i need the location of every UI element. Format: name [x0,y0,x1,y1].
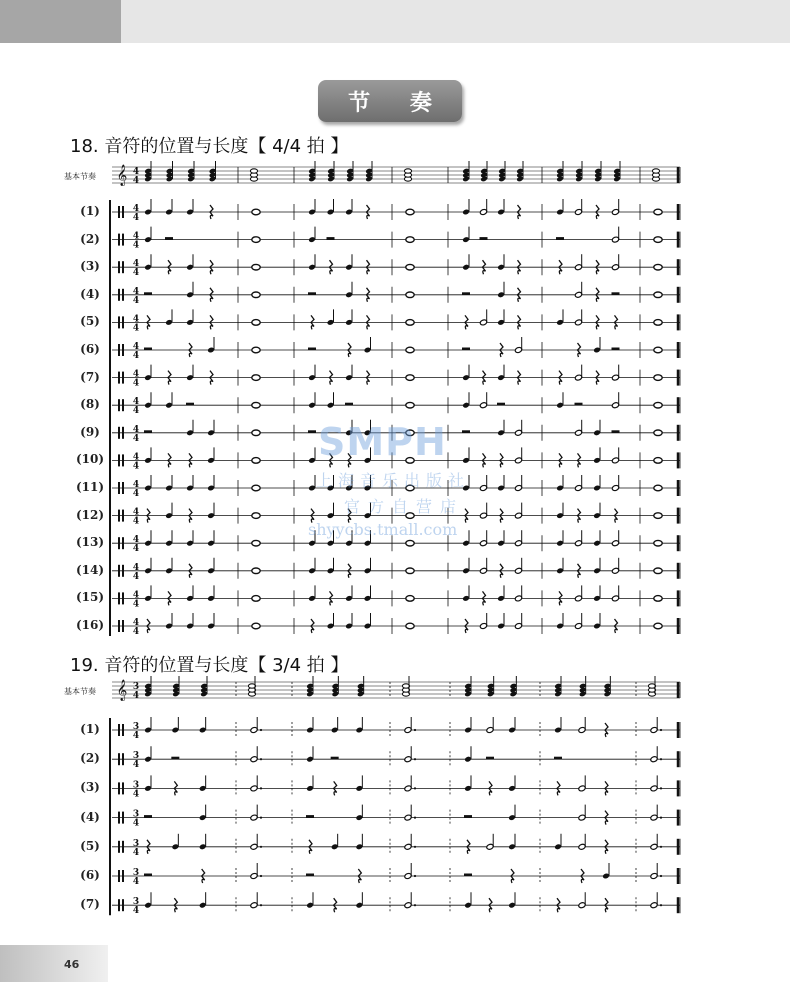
row-label: (13) [75,535,105,550]
whole-note [252,596,260,602]
watermark-url: shyycbs.tmall.com [308,520,458,539]
whole-note [406,430,414,436]
time-signature-bottom: 4 [132,818,140,829]
whole-note [252,568,260,574]
percussion-clef [122,724,124,736]
whole-note [252,458,260,464]
whole-note [252,209,260,215]
time-signature-bottom: 4 [132,599,140,610]
percussion-clef [118,753,120,765]
row-label: (4) [80,286,100,301]
whole-note [252,485,260,491]
time-signature-bottom: 4 [132,906,140,917]
row-label: (8) [80,397,100,412]
percussion-clef [118,482,120,494]
row-label: (12) [75,507,105,522]
half-rest [144,348,152,351]
percussion-clef [118,454,120,466]
whole-note [406,237,414,243]
half-rest [308,292,316,295]
whole-note [252,237,260,243]
treble-clef: 𝄞 [116,680,128,701]
watermark-store: 官方自营店 [344,497,465,516]
whole-note [654,264,662,270]
page-number: 46 [64,958,80,971]
row-label: (6) [80,342,100,356]
half-rest [345,403,353,406]
time-signature-bottom: 4 [132,691,140,701]
percussion-clef [118,870,120,882]
dot [660,846,662,848]
time-signature-bottom: 4 [132,351,140,361]
half-rest [327,237,335,240]
row-label: (16) [75,618,105,632]
dot [660,787,662,789]
time-signature-bottom: 4 [132,877,140,887]
exercise-19-title: 19. 音符的位置与长度【 3/4 拍 】 [70,655,349,676]
time-signature-bottom: 4 [132,378,140,389]
half-rest [464,874,472,877]
chord-note [250,169,257,173]
whole-note [406,623,414,629]
whole-note [654,458,662,464]
half-rest [480,237,488,240]
percussion-clef [122,427,124,439]
row-label: (1) [80,722,100,736]
half-rest [462,292,470,295]
whole-note [654,568,662,574]
time-signature-bottom: 4 [132,571,140,582]
percussion-clef [118,234,120,246]
percussion-clef [122,753,124,765]
time-signature-bottom: 4 [132,760,140,771]
whole-note [252,264,260,270]
time-signature-bottom: 4 [132,295,140,306]
half-rest [612,430,620,433]
percussion-clef [118,812,120,824]
percussion-clef [122,565,124,577]
time-signature-bottom: 4 [132,176,140,186]
percussion-clef [122,537,124,549]
row-label: (14) [75,562,105,577]
whole-note [406,402,414,408]
whole-note [406,347,414,353]
dot [260,846,262,848]
time-signature-top: 4 [132,314,140,325]
whole-note [406,292,414,298]
percussion-clef [118,289,120,301]
percussion-clef [122,899,124,911]
row-label: (1) [80,204,100,218]
percussion-clef [118,206,120,218]
time-signature-top: 4 [132,231,140,242]
time-signature-top: 4 [132,535,140,546]
half-rest [144,292,152,295]
whole-note [406,320,414,326]
whole-note [654,540,662,546]
dot [660,729,662,731]
row-label: (3) [80,780,100,795]
exercise-18-reference-label: 基本节奏 [64,172,96,181]
whole-note [406,458,414,464]
chord-note [652,169,659,173]
time-signature-top: 4 [132,562,140,573]
whole-note [654,375,662,381]
exercise-19-reference-label: 基本节奏 [64,687,96,696]
half-rest [554,757,562,760]
whole-note [654,237,662,243]
half-rest [306,874,314,877]
section-title-badge: 节 奏 [318,80,462,122]
time-signature-top: 4 [132,452,140,463]
percussion-clef [118,261,120,273]
time-signature-bottom: 4 [132,240,140,251]
time-signature-bottom: 4 [132,461,140,472]
whole-note [406,264,414,270]
percussion-clef [122,316,124,328]
whole-note [654,485,662,491]
chord-note [404,169,411,173]
half-rest [144,430,152,433]
time-signature-top: 4 [132,342,140,352]
time-signature-bottom: 4 [132,406,140,417]
row-label: (4) [80,809,100,824]
watermark-logo: SMPH [318,420,447,464]
percussion-clef [122,482,124,494]
time-signature-bottom: 4 [132,516,140,527]
whole-note [252,513,260,519]
whole-note [252,623,260,629]
half-rest [331,757,339,760]
half-rest [486,757,494,760]
whole-note [406,485,414,491]
row-label: (9) [80,424,100,439]
time-signature-top: 4 [132,167,140,177]
percussion-clef [122,372,124,384]
percussion-clef [122,592,124,604]
dot [660,875,662,877]
dot [260,817,262,819]
time-signature-bottom: 4 [132,268,140,279]
percussion-clef [118,427,120,439]
time-signature-top: 3 [132,722,140,732]
time-signature-bottom: 4 [132,544,140,555]
half-rest [144,815,152,818]
row-label: (7) [80,897,100,912]
percussion-clef [122,620,124,632]
time-signature-bottom: 4 [132,213,140,223]
percussion-clef [118,899,120,911]
time-signature-top: 3 [132,682,140,692]
half-rest [171,757,179,760]
percussion-clef [122,782,124,794]
half-rest [308,430,316,433]
time-signature-top: 3 [132,897,140,908]
row-label: (2) [80,231,100,246]
dot [260,787,262,789]
percussion-clef [118,399,120,411]
percussion-clef [118,372,120,384]
whole-note [406,209,414,215]
dot [260,904,262,906]
time-signature-bottom: 4 [132,847,140,858]
half-rest [306,815,314,818]
footer-bar [0,945,108,982]
percussion-clef [118,592,120,604]
half-rest [308,348,316,351]
whole-note [252,347,260,353]
time-signature-top: 3 [132,751,140,762]
percussion-clef [122,289,124,301]
dot [414,729,416,731]
row-label: (6) [80,868,100,882]
dot [414,904,416,906]
percussion-clef [118,537,120,549]
time-signature-top: 3 [132,780,140,791]
row-label: (11) [75,480,105,494]
row-label: (5) [80,838,100,853]
whole-note [654,430,662,436]
percussion-clef [118,316,120,328]
whole-note [252,375,260,381]
time-signature-top: 3 [132,868,140,878]
time-signature-top: 4 [132,369,140,380]
whole-note [406,596,414,602]
time-signature-top: 4 [132,424,140,435]
percussion-clef [122,870,124,882]
time-signature-bottom: 4 [132,731,140,741]
half-rest [462,430,470,433]
whole-note [654,320,662,326]
time-signature-bottom: 4 [132,433,140,444]
percussion-clef [122,206,124,218]
half-rest [497,403,505,406]
percussion-clef [122,841,124,853]
dot [660,817,662,819]
half-rest [612,348,620,351]
whole-note [252,402,260,408]
half-rest [462,348,470,351]
time-signature-top: 4 [132,507,140,518]
whole-note [654,292,662,298]
row-label: (15) [75,590,105,605]
percussion-clef [118,724,120,736]
whole-note [252,540,260,546]
dot [260,875,262,877]
time-signature-bottom: 4 [132,323,140,334]
percussion-clef [118,510,120,522]
time-signature-bottom: 4 [132,489,140,499]
time-signature-top: 4 [132,259,140,270]
percussion-clef [122,344,124,356]
whole-note [654,596,662,602]
half-rest [186,403,194,406]
half-rest [556,237,564,240]
percussion-clef [122,454,124,466]
dot [414,875,416,877]
time-signature-top: 3 [132,809,140,820]
dot [660,904,662,906]
half-rest [612,292,620,295]
percussion-clef [122,399,124,411]
treble-clef: 𝄞 [116,165,128,186]
dot [414,817,416,819]
whole-note [654,623,662,629]
whole-note [406,568,414,574]
half-rest [575,403,583,406]
whole-note [252,430,260,436]
percussion-clef [118,344,120,356]
percussion-clef [118,841,120,853]
percussion-clef [122,812,124,824]
time-signature-top: 3 [132,838,140,849]
row-label: (5) [80,314,100,329]
row-label: (10) [75,452,105,467]
row-label: (7) [80,369,100,384]
dot [414,787,416,789]
time-signature-top: 4 [132,618,140,628]
percussion-clef [122,510,124,522]
dot [260,758,262,760]
dot [414,846,416,848]
whole-note [406,540,414,546]
time-signature-top: 4 [132,286,140,297]
dot [414,758,416,760]
row-label: (2) [80,751,100,766]
percussion-clef [118,620,120,632]
half-rest [144,874,152,877]
percussion-clef [118,565,120,577]
whole-note [654,513,662,519]
time-signature-top: 4 [132,204,140,214]
time-signature-bottom: 4 [132,789,140,800]
whole-note [654,209,662,215]
whole-note [252,320,260,326]
time-signature-top: 4 [132,397,140,408]
whole-note [654,347,662,353]
whole-note [252,292,260,298]
half-rest [165,237,173,240]
percussion-clef [118,782,120,794]
whole-note [406,513,414,519]
percussion-clef [122,234,124,246]
row-label: (3) [80,259,100,274]
percussion-clef [122,261,124,273]
time-signature-top: 4 [132,480,140,490]
exercise-18-title: 18. 音符的位置与长度【 4/4 拍 】 [70,136,349,157]
time-signature-top: 4 [132,590,140,601]
half-rest [464,815,472,818]
dot [660,758,662,760]
dot [260,729,262,731]
whole-note [406,375,414,381]
whole-note [654,402,662,408]
watermark-publisher: 上海音乐出版社 [316,471,471,490]
time-signature-bottom: 4 [132,627,140,637]
